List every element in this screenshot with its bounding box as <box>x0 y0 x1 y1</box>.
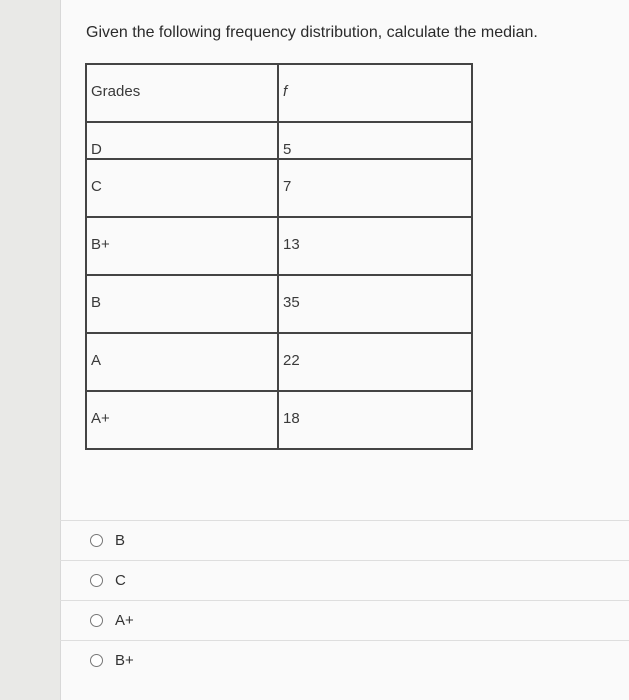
header-frequency <box>278 64 472 122</box>
answer-option-a-plus[interactable] <box>60 600 629 640</box>
header-grades-label: Grades <box>91 83 141 100</box>
table-row <box>86 159 472 217</box>
answer-option-b[interactable] <box>60 520 629 560</box>
grade-cell <box>86 391 278 449</box>
question-text: Given the following frequency distribution, calculate the median. <box>86 24 538 41</box>
frequency-value: 7 <box>283 178 292 195</box>
frequency-value: 18 <box>283 410 300 427</box>
grade-value: B <box>91 294 102 311</box>
radio-button[interactable] <box>90 614 103 627</box>
frequency-value: 5 <box>283 141 292 158</box>
answer-options <box>60 520 629 680</box>
table-header-row <box>86 64 472 122</box>
frequency-cell <box>278 275 472 333</box>
table-row <box>86 391 472 449</box>
option-label: C <box>115 572 126 589</box>
grade-value: D <box>91 141 102 158</box>
grade-cell <box>86 159 278 217</box>
grade-value: A+ <box>91 410 110 427</box>
radio-button[interactable] <box>90 654 103 667</box>
frequency-cell <box>278 391 472 449</box>
frequency-value: 35 <box>283 294 300 311</box>
radio-button[interactable] <box>90 574 103 587</box>
frequency-cell <box>278 159 472 217</box>
header-frequency-label: f <box>283 83 288 100</box>
grade-value: C <box>91 178 102 195</box>
answer-option-b-plus[interactable] <box>60 640 629 680</box>
frequency-cell <box>278 333 472 391</box>
option-label: A+ <box>115 612 134 629</box>
table-row <box>86 275 472 333</box>
grade-value: A <box>91 352 102 369</box>
table-row <box>86 122 472 159</box>
frequency-cell <box>278 122 472 159</box>
frequency-value: 13 <box>283 236 300 253</box>
frequency-table <box>85 63 473 450</box>
table-row <box>86 333 472 391</box>
grade-value: B+ <box>91 236 110 253</box>
grade-cell <box>86 217 278 275</box>
option-label: B <box>115 532 126 549</box>
answer-option-c[interactable] <box>60 560 629 600</box>
frequency-cell <box>278 217 472 275</box>
frequency-value: 22 <box>283 352 300 369</box>
header-grades <box>86 64 278 122</box>
option-label: B+ <box>115 652 134 669</box>
grade-cell <box>86 333 278 391</box>
grade-cell <box>86 122 278 159</box>
grade-cell <box>86 275 278 333</box>
table-row <box>86 217 472 275</box>
radio-button[interactable] <box>90 534 103 547</box>
